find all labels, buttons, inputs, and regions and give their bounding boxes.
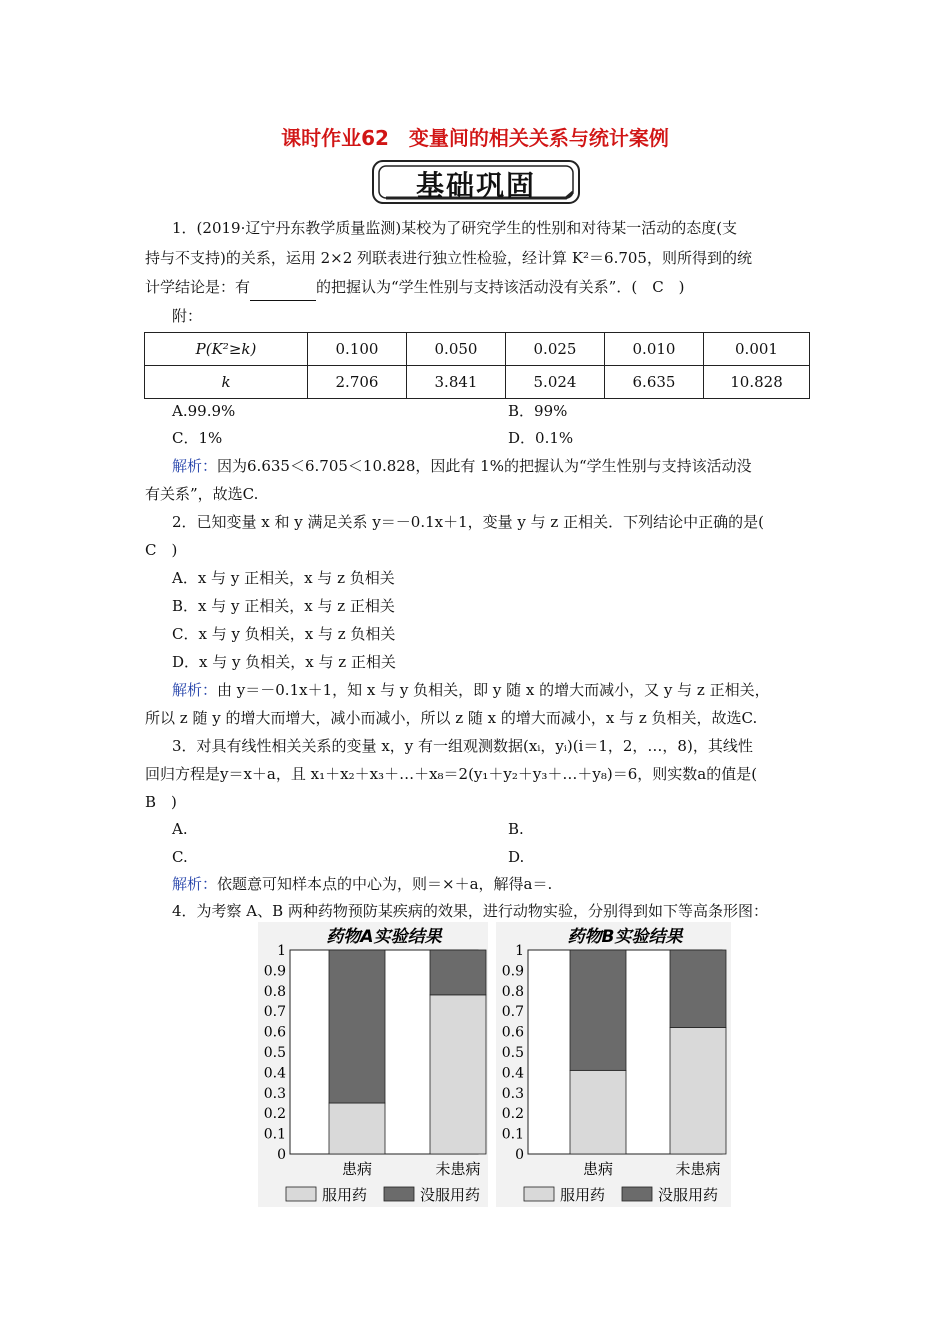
y-tick-label: 0.5 — [501, 1045, 524, 1061]
table-cell: 0.050 — [407, 333, 506, 366]
q3-option-a: A. — [172, 820, 188, 838]
q3-line3: B ) — [145, 793, 177, 811]
y-tick-label: 1 — [277, 943, 286, 959]
answer-blank — [250, 282, 316, 301]
bar-segment — [670, 950, 726, 1028]
q2-option-d: D．x 与 y 负相关，x 与 z 正相关 — [172, 653, 396, 671]
x-tick-label: 未患病 — [675, 1160, 721, 1178]
y-tick-label: 1 — [515, 943, 524, 959]
bar-segment — [430, 995, 486, 1154]
q3-option-c: C. — [172, 848, 188, 866]
bar-segment — [570, 950, 626, 1070]
y-tick-label: 0.4 — [501, 1065, 524, 1082]
table-cell: 6.635 — [605, 366, 704, 399]
page-title: 课时作业62 变量间的相关关系与统计案例 — [281, 126, 669, 150]
chart-title: 药物A实验结果 — [326, 927, 442, 947]
badge-text: 基础巩固 — [415, 169, 536, 202]
y-tick-label: 0.3 — [263, 1085, 286, 1102]
legend-swatch — [286, 1187, 316, 1201]
q1-line1: 1．(2019·辽宁丹东教学质量监测)某校为了研究学生的性别和对待某一活动的态度(支 — [172, 219, 738, 237]
legend-label: 没服用药 — [658, 1186, 719, 1204]
q2-option-a: A．x 与 y 正相关，x 与 z 负相关 — [172, 569, 395, 587]
table-row — [145, 333, 810, 366]
y-tick-label: 0.8 — [501, 983, 524, 1000]
chart-drug-a — [258, 922, 488, 1207]
q2-line2: C ) — [145, 541, 178, 559]
y-tick-label: 0.4 — [263, 1065, 286, 1082]
legend-label: 服用药 — [560, 1186, 606, 1204]
q3-line2: 回归方程是y＝x＋a，且 x₁＋x₂＋x₃＋…＋x₈＝2(y₁＋y₂＋y₃＋…＋y₈)＝6，则实数a的值是( — [145, 765, 758, 783]
analysis-label: 解析： — [172, 457, 218, 475]
y-tick-label: 0.6 — [501, 1024, 524, 1041]
analysis-text: 依题意可知样本点的中心为，则＝×＋a，解得a＝. — [217, 875, 553, 893]
y-tick-label: 0 — [515, 1147, 524, 1163]
q1-line3 — [145, 273, 685, 301]
legend-swatch — [622, 1187, 652, 1201]
bar-segment — [570, 1070, 626, 1154]
critical-value-table — [144, 332, 810, 399]
y-tick-label: 0.3 — [501, 1085, 524, 1102]
x-tick-label: 患病 — [582, 1160, 614, 1178]
q2-analysis — [172, 676, 770, 704]
table-cell: P(K²≥k) — [145, 333, 308, 366]
table-row — [145, 366, 810, 399]
bar-segment — [329, 950, 385, 1103]
chart-drug-b — [496, 922, 731, 1207]
analysis-label: 解析： — [172, 681, 218, 699]
q4-line1: 4．为考察 A、B 两种药物预防某疾病的效果，进行动物实验，分别得到如下等高条形图： — [172, 902, 768, 920]
y-tick-label: 0 — [277, 1147, 286, 1163]
table-cell: 10.828 — [704, 366, 810, 399]
table-cell: 0.010 — [605, 333, 704, 366]
q2-line1: 2．已知变量 x 和 y 满足关系 y＝－0.1x＋1，变量 y 与 z 正相关．下列结论中正确的是( — [172, 513, 764, 531]
q1-line2: 持与不支持)的关系，运用 2×2 列联表进行独立性检验，经计算 K²＝6.705，则所得到的统 — [145, 249, 752, 267]
table-cell: 0.001 — [704, 333, 810, 366]
table-cell: 0.100 — [308, 333, 407, 366]
table-cell: k — [145, 366, 308, 399]
analysis-label: 解析： — [172, 875, 218, 893]
legend-label: 没服用药 — [420, 1186, 481, 1204]
legend-swatch — [524, 1187, 554, 1201]
y-tick-label: 0.8 — [263, 983, 286, 1000]
q1-option-a: A.99.9% — [172, 402, 236, 420]
q3-analysis — [172, 870, 552, 898]
q1-option-d: D．0.1% — [508, 429, 574, 447]
y-tick-label: 0.7 — [263, 1004, 286, 1021]
q3-option-d: D. — [508, 848, 525, 866]
y-tick-label: 0.2 — [263, 1106, 286, 1123]
y-tick-label: 0.1 — [263, 1126, 286, 1143]
q1-line3-start: 计学结论是：有 — [145, 278, 251, 296]
analysis-text: 由 y＝－0.1x＋1，知 x 与 y 负相关，即 y 随 x 的增大而减小，又 y 与 z 正相关， — [217, 681, 770, 699]
y-tick-label: 0.1 — [501, 1126, 524, 1143]
q1-option-c: C．1% — [172, 429, 223, 447]
q3-option-b: B. — [508, 820, 524, 838]
x-tick-label: 患病 — [341, 1160, 373, 1178]
q3-line1: 3．对具有线性相关关系的变量 x，y 有一组观测数据(xᵢ，yᵢ)(i＝1，2，…，8)，其线性 — [172, 737, 753, 755]
y-tick-label: 0.9 — [263, 963, 286, 980]
table-cell: 0.025 — [506, 333, 605, 366]
q1-option-b: B．99% — [508, 402, 568, 420]
analysis-text: 因为6.635＜6.705＜10.828，因此有 1%的把握认为“学生性别与支持该活动没 — [217, 457, 752, 475]
q1-line3-end: 的把握认为“学生性别与支持该活动没有关系”．( C ) — [316, 278, 685, 296]
bar-segment — [670, 1028, 726, 1154]
q1-analysis — [172, 452, 752, 480]
q2-option-b: B．x 与 y 正相关，x 与 z 正相关 — [172, 597, 395, 615]
q2-option-c: C．x 与 y 负相关，x 与 z 负相关 — [172, 625, 396, 643]
q2-analysis-line2: 所以 z 随 y 的增大而增大，减小而减小，所以 z 随 x 的增大而减小，x 与 z 负相关，故选C. — [145, 709, 758, 727]
chart-title: 药物B实验结果 — [567, 927, 683, 947]
legend-label: 服用药 — [322, 1186, 368, 1204]
section-badge — [372, 160, 580, 204]
y-tick-label: 0.2 — [501, 1106, 524, 1123]
legend-swatch — [384, 1187, 414, 1201]
q1-analysis-line2: 有关系”，故选C. — [145, 485, 259, 503]
bar-segment — [430, 950, 486, 995]
y-tick-label: 0.5 — [263, 1045, 286, 1061]
table-cell: 3.841 — [407, 366, 506, 399]
table-cell: 2.706 — [308, 366, 407, 399]
bar-segment — [329, 1103, 385, 1154]
y-tick-label: 0.6 — [263, 1024, 286, 1041]
y-tick-label: 0.7 — [501, 1004, 524, 1021]
y-tick-label: 0.9 — [501, 963, 524, 980]
q1-appendix: 附： — [172, 307, 203, 325]
table-cell: 5.024 — [506, 366, 605, 399]
x-tick-label: 未患病 — [435, 1160, 481, 1178]
